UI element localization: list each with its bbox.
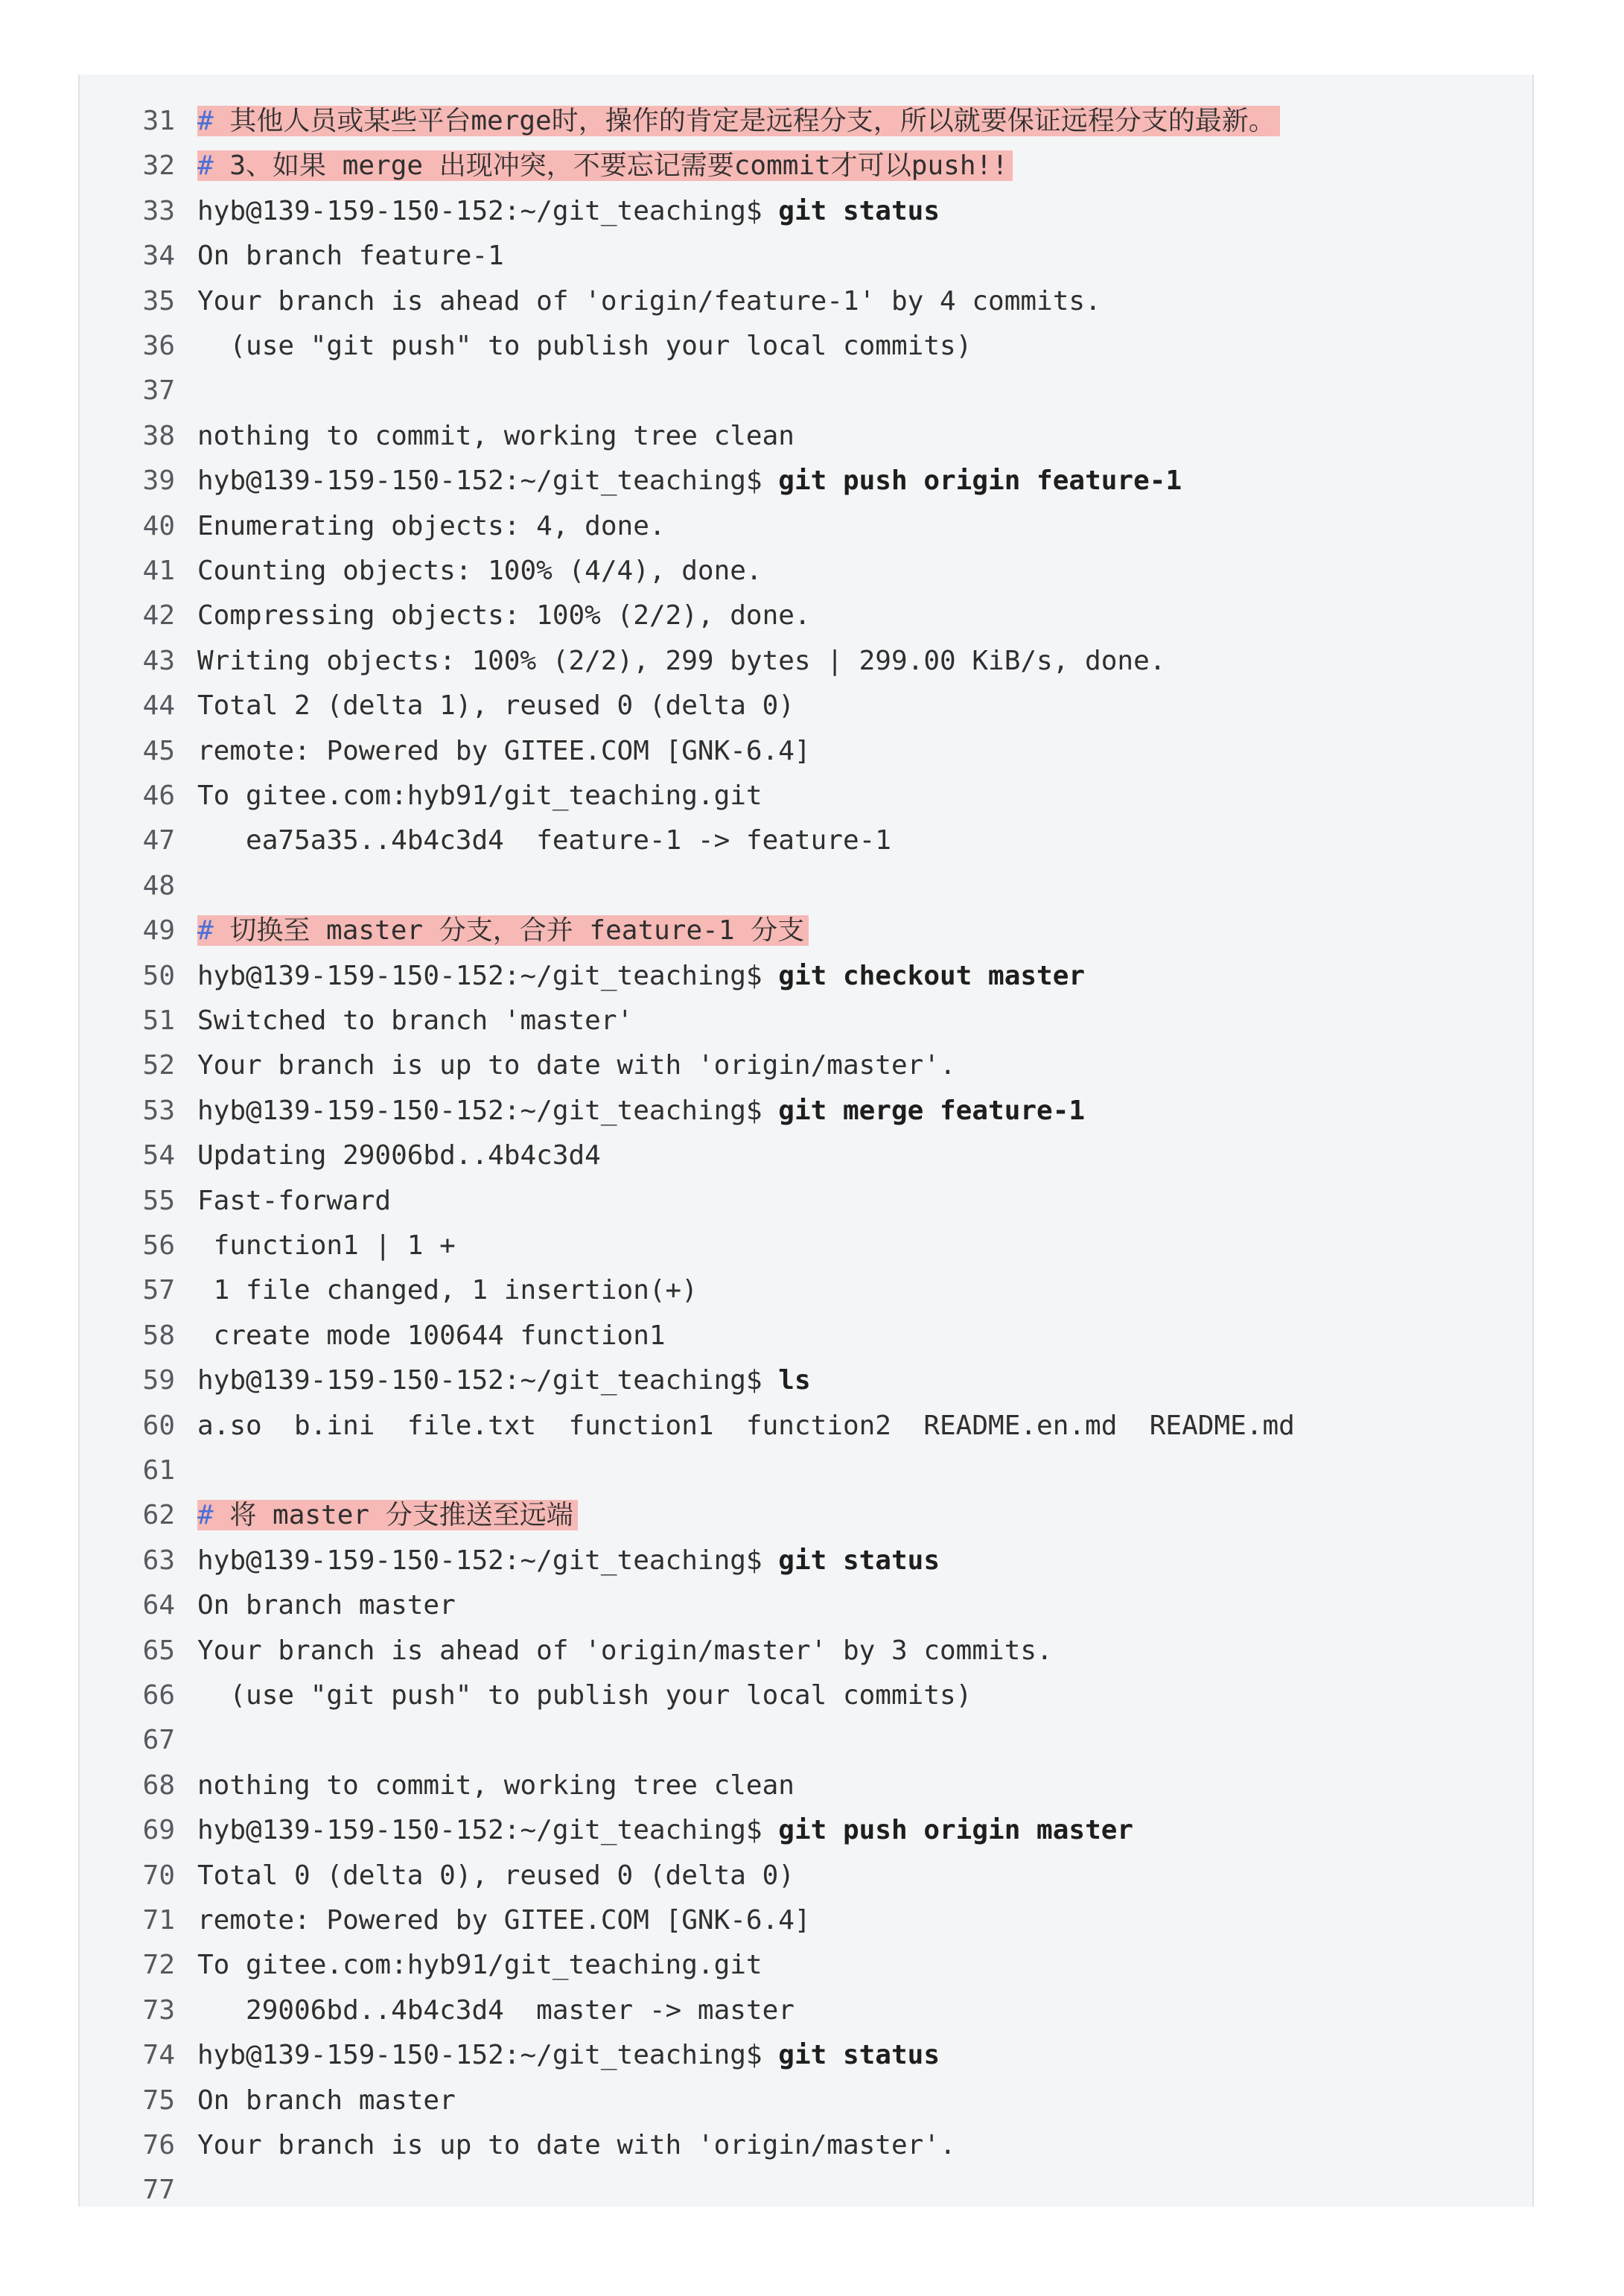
code-line: [80, 2033, 1532, 2078]
line-content: [197, 1988, 795, 2033]
line-content: [197, 1133, 601, 1178]
line-content: [197, 279, 1101, 324]
code-line: [80, 1629, 1532, 1673]
shell-prompt: hyb@139-159-150-152:~/git_teaching$: [197, 465, 779, 497]
command-output: function1 | 1 +: [197, 1230, 456, 1261]
command-output: Enumerating objects: 4, done.: [197, 510, 666, 541]
code-line: [80, 1539, 1532, 1583]
command-output: Switched to branch 'master': [197, 1005, 634, 1036]
code-line: [80, 1448, 1532, 1493]
shell-command: git merge feature-1: [778, 1095, 1086, 1126]
line-content: [197, 1314, 666, 1358]
code-line: [80, 1493, 1532, 1538]
comment-text: 将 master 分支推送至远端: [213, 1500, 573, 1531]
line-number: 75: [142, 2084, 175, 2116]
line-number: 32: [142, 150, 175, 182]
comment-hash: #: [197, 915, 214, 947]
line-content: [197, 1539, 940, 1583]
command-output: 29006bd..4b4c3d4 master -> master: [197, 1994, 795, 2026]
line-content: [197, 954, 1085, 999]
shell-command: git status: [778, 195, 940, 226]
code-line: [80, 1179, 1532, 1224]
comment-hash: #: [197, 150, 214, 182]
line-number: 70: [142, 1860, 175, 1891]
command-output: Your branch is ahead of 'origin/feature-1' by 4 commits.: [197, 285, 1101, 317]
code-line: [80, 954, 1532, 999]
shell-command: git checkout master: [778, 960, 1086, 991]
line-content: [197, 774, 762, 818]
code-line: [80, 144, 1532, 188]
code-line: [80, 909, 1532, 953]
line-number: 46: [142, 780, 175, 811]
line-number: 38: [142, 420, 175, 451]
comment-highlight: [197, 1500, 578, 1530]
code-line: [80, 1268, 1532, 1313]
code-line: [80, 864, 1532, 909]
line-number: 40: [142, 510, 175, 541]
code-line: [80, 459, 1532, 503]
command-output: Total 0 (delta 0), reused 0 (delta 0): [197, 1860, 795, 1891]
code-line: [80, 1943, 1532, 1988]
line-number: 57: [142, 1275, 175, 1306]
command-output: Your branch is ahead of 'origin/master' by 3 commits.: [197, 1635, 1053, 1666]
shell-command: ls: [778, 1365, 811, 1396]
command-output: Your branch is up to date with 'origin/master'.: [197, 2130, 956, 2160]
comment-text: 其他人员或某些平台merge时，操作的肯定是远程分支，所以就要保证远程分支的最新。: [213, 106, 1276, 136]
code-line: [80, 639, 1532, 684]
code-line: [80, 594, 1532, 638]
line-content: [197, 1673, 972, 1718]
shell-prompt: hyb@139-159-150-152:~/git_teaching$: [197, 1815, 779, 1846]
code-line: [80, 1043, 1532, 1088]
line-content: [197, 414, 795, 459]
command-output: On branch master: [197, 1590, 456, 1621]
command-output: Your branch is up to date with 'origin/master'.: [197, 1050, 956, 1081]
command-output: Counting objects: 100% (4/4), done.: [197, 556, 762, 586]
command-output: On branch feature-1: [197, 241, 504, 272]
line-number: 34: [142, 241, 175, 272]
shell-prompt: hyb@139-159-150-152:~/git_teaching$: [197, 960, 779, 991]
line-number: 55: [142, 1185, 175, 1216]
line-number: 59: [142, 1365, 175, 1396]
line-number: 73: [142, 1994, 175, 2026]
line-number: 36: [142, 331, 175, 361]
line-content: [197, 1224, 456, 1268]
line-content: [197, 1493, 578, 1538]
line-content: [197, 1179, 391, 1224]
code-line: [80, 549, 1532, 594]
command-output: (use "git push" to publish your local commits): [197, 331, 972, 361]
line-content: [197, 1898, 811, 1943]
code-line: [80, 414, 1532, 459]
code-line: [80, 99, 1532, 144]
command-output: Total 2 (delta 1), reused 0 (delta 0): [197, 690, 795, 722]
code-line: [80, 1898, 1532, 1943]
comment-highlight: [197, 150, 1013, 181]
line-content: [197, 594, 811, 638]
line-number: 54: [142, 1140, 175, 1171]
line-content: [197, 909, 809, 953]
line-number: 66: [142, 1680, 175, 1711]
line-content: [197, 1583, 456, 1628]
line-content: [197, 2079, 456, 2123]
code-line: [80, 1583, 1532, 1628]
line-number: 68: [142, 1769, 175, 1801]
command-output: create mode 100644 function1: [197, 1320, 666, 1351]
comment-text: 3、如果 merge 出现冲突，不要忘记需要commit才可以push!!: [213, 150, 1008, 182]
shell-prompt: hyb@139-159-150-152:~/git_teaching$: [197, 1095, 779, 1126]
code-line: [80, 1764, 1532, 1808]
shell-command: git status: [778, 2040, 940, 2071]
line-number: 69: [142, 1815, 175, 1846]
command-output: Fast-forward: [197, 1185, 392, 1216]
line-content: [197, 1404, 1295, 1448]
code-line: [80, 1718, 1532, 1763]
code-line: [80, 999, 1532, 1043]
line-content: [197, 324, 972, 369]
line-content: [197, 1043, 956, 1088]
code-line: [80, 1988, 1532, 2033]
line-number: 50: [142, 960, 175, 991]
command-output: Compressing objects: 100% (2/2), done.: [197, 600, 811, 632]
shell-prompt: hyb@139-159-150-152:~/git_teaching$: [197, 195, 779, 226]
line-number: 48: [142, 870, 175, 901]
code-line: [80, 1673, 1532, 1718]
line-number: 64: [142, 1590, 175, 1621]
command-output: To gitee.com:hyb91/git_teaching.git: [197, 780, 762, 811]
comment-hash: #: [197, 106, 214, 136]
shell-prompt: hyb@139-159-150-152:~/git_teaching$: [197, 1365, 779, 1396]
line-number: 35: [142, 285, 175, 317]
shell-command: git push origin master: [778, 1815, 1134, 1846]
line-number: 53: [142, 1095, 175, 1126]
code-line: [80, 369, 1532, 413]
line-content: [197, 2033, 940, 2078]
line-content: [197, 1629, 1053, 1673]
code-line: [80, 1089, 1532, 1133]
command-output: remote: Powered by GITEE.COM [GNK-6.4]: [197, 735, 811, 766]
line-number: 33: [142, 195, 175, 226]
line-content: [197, 1268, 698, 1313]
line-content: [197, 1089, 1085, 1133]
line-number: 62: [142, 1500, 175, 1531]
line-number: 65: [142, 1635, 175, 1666]
line-content: [197, 549, 762, 594]
line-number: 45: [142, 735, 175, 766]
code-line: [80, 234, 1532, 279]
code-line: [80, 1133, 1532, 1178]
command-output: To gitee.com:hyb91/git_teaching.git: [197, 1950, 762, 1981]
comment-hash: #: [197, 1500, 214, 1531]
line-number: 51: [142, 1005, 175, 1036]
command-output: 1 file changed, 1 insertion(+): [197, 1275, 698, 1306]
line-number: 41: [142, 556, 175, 586]
line-content: [197, 2123, 956, 2168]
line-number: 77: [142, 2175, 175, 2206]
line-number: 74: [142, 2040, 175, 2071]
line-content: [197, 684, 795, 728]
line-number: 72: [142, 1950, 175, 1981]
code-line: [80, 1808, 1532, 1853]
line-content: [197, 818, 891, 863]
line-content: [197, 639, 1165, 684]
code-line: [80, 1404, 1532, 1448]
line-number: 71: [142, 1905, 175, 1936]
code-line: [80, 504, 1532, 549]
code-block: [78, 74, 1534, 2207]
code-line: [80, 1314, 1532, 1358]
command-output: nothing to commit, working tree clean: [197, 1769, 795, 1801]
line-content: [197, 99, 1280, 144]
code-line: [80, 2079, 1532, 2123]
line-number: 47: [142, 825, 175, 856]
line-content: [197, 1764, 795, 1808]
comment-highlight: [197, 106, 1280, 136]
code-line: [80, 684, 1532, 728]
line-number: 44: [142, 690, 175, 722]
code-line: [80, 324, 1532, 369]
code-line: [80, 2123, 1532, 2168]
code-line: [80, 2168, 1532, 2213]
code-line: [80, 189, 1532, 234]
line-content: [197, 729, 811, 774]
line-number: 67: [142, 1725, 175, 1756]
line-number: 63: [142, 1545, 175, 1576]
line-content: [197, 189, 940, 234]
line-number: 37: [142, 375, 175, 407]
line-content: [197, 1854, 795, 1898]
code-line: [80, 774, 1532, 818]
code-line: [80, 1854, 1532, 1898]
line-content: [197, 999, 633, 1043]
command-output: nothing to commit, working tree clean: [197, 420, 795, 451]
line-number: 43: [142, 645, 175, 676]
code-line: [80, 1358, 1532, 1403]
code-line: [80, 1224, 1532, 1268]
line-number: 49: [142, 915, 175, 947]
command-output: ea75a35..4b4c3d4 feature-1 -> feature-1: [197, 825, 891, 856]
line-number: 56: [142, 1230, 175, 1261]
code-line: [80, 818, 1532, 863]
line-number: 58: [142, 1320, 175, 1351]
line-content: [197, 234, 504, 279]
line-content: [197, 459, 1182, 503]
code-line: [80, 729, 1532, 774]
line-number: 42: [142, 600, 175, 632]
shell-prompt: hyb@139-159-150-152:~/git_teaching$: [197, 1545, 779, 1576]
comment-highlight: [197, 915, 809, 946]
line-number: 39: [142, 465, 175, 497]
line-content: [197, 1358, 811, 1403]
line-number: 60: [142, 1410, 175, 1441]
command-output: Writing objects: 100% (2/2), 299 bytes | 299.00 KiB/s, done.: [197, 645, 1166, 676]
command-output: Updating 29006bd..4b4c3d4: [197, 1140, 601, 1171]
command-output: On branch master: [197, 2084, 456, 2116]
line-number: 76: [142, 2130, 175, 2160]
command-output: a.so b.ini file.txt function1 function2 README.en.md README.md: [197, 1410, 1295, 1441]
shell-command: git status: [778, 1545, 940, 1576]
comment-text: 切换至 master 分支，合并 feature-1 分支: [213, 915, 805, 947]
shell-command: git push origin feature-1: [778, 465, 1182, 497]
line-number: 61: [142, 1455, 175, 1486]
line-content: [197, 1943, 762, 1988]
command-output: remote: Powered by GITEE.COM [GNK-6.4]: [197, 1905, 811, 1936]
line-content: [197, 144, 1013, 188]
line-number: 52: [142, 1050, 175, 1081]
line-number: 31: [142, 106, 175, 136]
command-output: (use "git push" to publish your local commits): [197, 1680, 972, 1711]
line-content: [197, 504, 666, 549]
code-line: [80, 279, 1532, 324]
line-content: [197, 1808, 1133, 1853]
shell-prompt: hyb@139-159-150-152:~/git_teaching$: [197, 2040, 779, 2071]
